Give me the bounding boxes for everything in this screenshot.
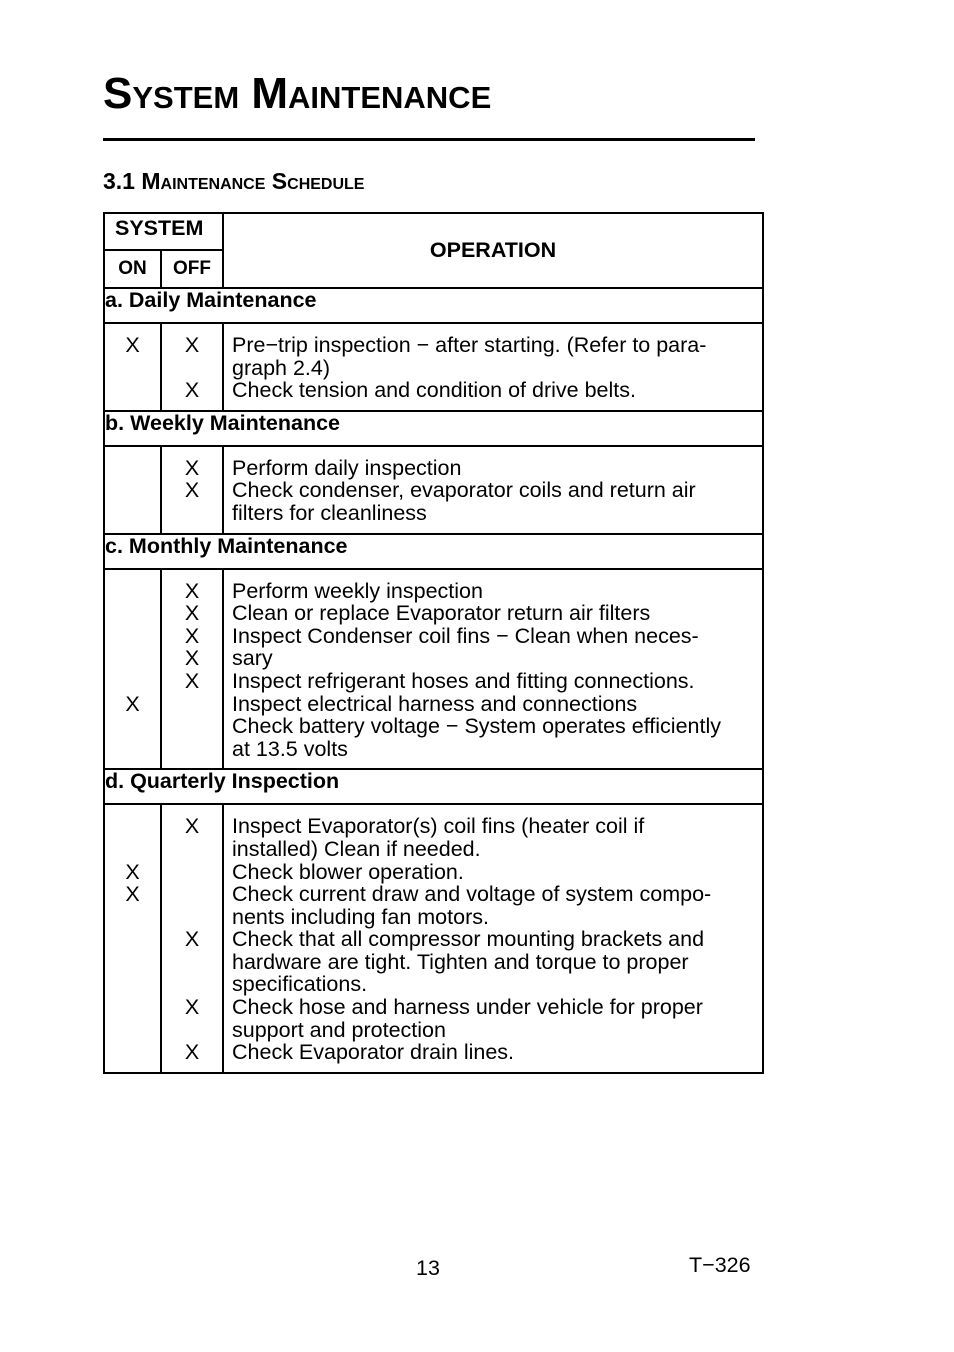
operation-line: Perform weekly inspection [232,578,483,603]
check-mark: X [184,478,200,503]
operation-line: support and protection [232,1017,446,1042]
check-mark [162,973,222,996]
table-body [104,213,763,1073]
operation-cell [223,446,763,534]
section-row [104,411,763,446]
off-column-cell [161,323,223,411]
check-mark [162,906,222,929]
check-mark [162,738,222,761]
table-row [104,569,763,770]
section-row [104,769,763,804]
check-mark: X [184,378,200,403]
operation-cell [223,323,763,411]
check-mark [105,838,160,861]
operation-line: sary [232,646,273,671]
off-column-cell [161,569,223,770]
check-mark: X [125,859,140,884]
section-title: c. Monthly Maintenance [104,534,763,569]
title-divider [103,138,755,141]
off-column-cell [161,804,223,1073]
table-row [104,323,763,411]
check-mark: X [184,995,200,1020]
table-row [104,446,763,534]
check-mark [105,973,160,996]
maintenance-schedule-table [103,212,764,1074]
check-mark: X [184,455,200,480]
check-mark: X [125,333,140,357]
section-title: a. Daily Maintenance [104,288,763,323]
section-title: d. Quarterly Inspection [104,769,763,804]
check-mark [105,357,160,380]
operation-line: filters for cleanliness [232,500,427,525]
operation-line: Inspect Condenser coil fins − Clean when neces- [232,623,699,648]
check-mark [162,1019,222,1042]
operation-line: Pre−trip inspection − after starting. (Refer to para- [232,333,707,357]
check-mark [105,502,160,525]
header-off: OFF [161,250,223,288]
page-number: 13 [416,1256,440,1280]
check-mark [105,1041,160,1064]
check-mark [162,838,222,861]
check-mark [105,479,160,502]
operation-line: Inspect Evaporator(s) coil fins (heater coil if [232,814,645,839]
operation-line: graph 2.4) [232,355,331,380]
check-mark: X [125,882,140,907]
operation-line: Check Evaporator drain lines. [232,1040,515,1065]
check-mark [105,457,160,480]
check-mark [105,670,160,693]
check-mark [105,951,160,974]
operation-line: Inspect electrical harness and connections [232,691,638,716]
check-mark: X [184,601,200,626]
header-system: SYSTEM [104,213,223,250]
check-mark [105,715,160,738]
check-mark: X [184,668,200,693]
on-column-cell [104,323,161,411]
document-number: T−326 [689,1253,751,1277]
operation-line: Inspect refrigerant hoses and fitting connections. [232,668,695,693]
operation-line: at 13.5 volts [232,736,348,761]
operation-line: Perform daily inspection [232,455,462,480]
check-mark [105,379,160,402]
off-column-cell [161,446,223,534]
check-mark [105,928,160,951]
check-mark: X [184,927,200,952]
check-mark: X [184,1040,200,1065]
check-mark: X [125,691,140,716]
operation-line: Check blower operation. [232,859,464,884]
check-mark: X [184,623,200,648]
operation-line: Check tension and condition of drive belts. [232,378,636,403]
check-mark [105,625,160,648]
check-mark: X [184,578,200,603]
check-mark [162,693,222,716]
operation-cell [223,569,763,770]
operation-cell [223,804,763,1073]
on-column-cell [104,446,161,534]
check-mark [162,861,222,884]
header-on: ON [104,250,161,288]
on-column-cell [104,804,161,1073]
section-heading: 3.1 Maintenance Schedule [103,168,365,194]
operation-line: Check battery voltage − System operates efficiently [232,714,721,739]
operation-line: nents including fan motors. [232,904,489,929]
check-mark [105,738,160,761]
operation-line: Check condenser, evaporator coils and return air [232,478,696,503]
check-mark [162,883,222,906]
header-operation: OPERATION [223,213,763,288]
check-mark [162,357,222,380]
section-row [104,534,763,569]
table-row [104,804,763,1073]
check-mark [105,906,160,929]
operation-line: Clean or replace Evaporator return air filters [232,601,651,626]
header-row-1 [104,213,763,250]
check-mark [162,951,222,974]
operation-line: specifications. [232,972,368,997]
section-title: b. Weekly Maintenance [104,411,763,446]
operation-line: installed) Clean if needed. [232,836,481,861]
check-mark: X [184,646,200,671]
check-mark [105,1019,160,1042]
check-mark [105,580,160,603]
operation-line: Check that all compressor mounting brackets and [232,927,705,952]
operation-line: hardware are tight. Tighten and torque to proper [232,949,689,974]
check-mark [105,996,160,1019]
check-mark [105,602,160,625]
operation-line: Check current draw and voltage of system compo- [232,882,712,907]
check-mark [162,502,222,525]
on-column-cell [104,569,161,770]
check-mark [105,647,160,670]
check-mark: X [184,814,200,839]
page-title: System Maintenance [103,69,492,118]
operation-line: Check hose and harness under vehicle for proper [232,995,703,1020]
check-mark: X [184,333,200,357]
check-mark [105,815,160,838]
check-mark [162,715,222,738]
section-row [104,288,763,323]
